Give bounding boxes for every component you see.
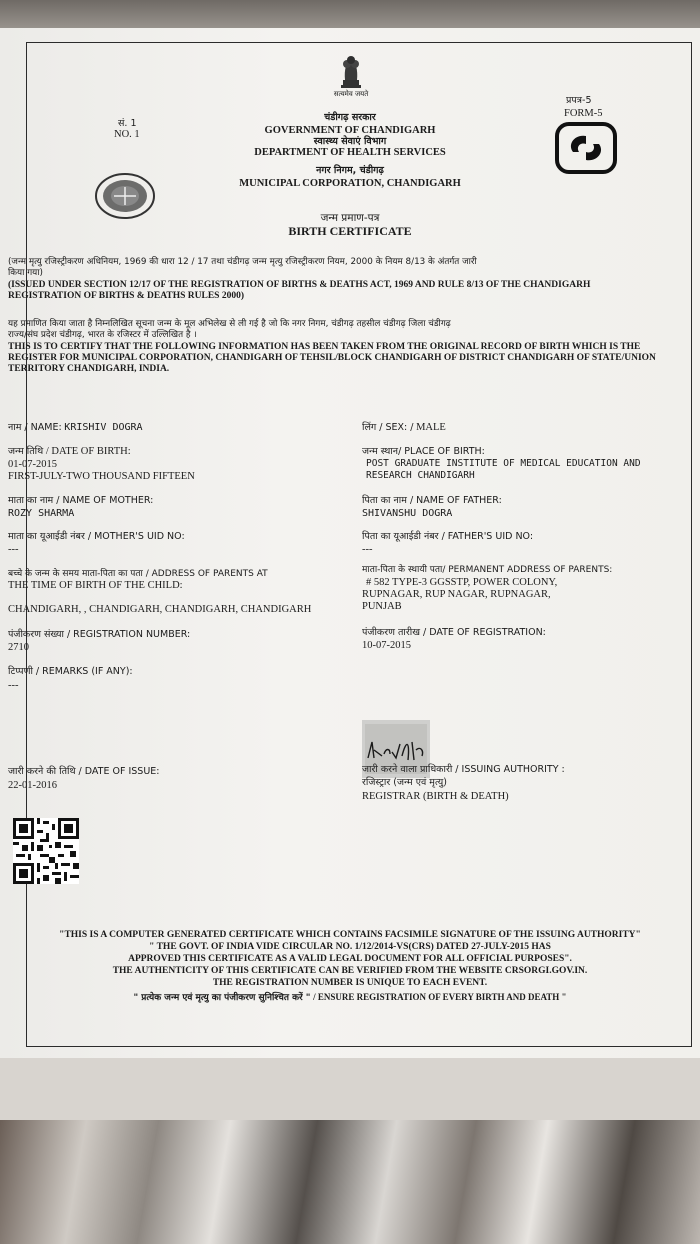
form-number-en: FORM-5 <box>564 108 603 119</box>
registrar-en: REGISTRAR (BIRTH & DEATH) <box>362 791 509 802</box>
dob-label <box>8 446 131 458</box>
footer-line-2: " THE GOVT. OF INDIA VIDE CIRCULAR NO. 1/12/2014-VS(CRS) DATED 27-JULY-2015 HAS <box>149 942 551 952</box>
crs-logo-icon <box>555 122 617 174</box>
dob-words: FIRST-JULY-TWO THOUSAND FIFTEEN <box>8 471 195 482</box>
slogan-en: / ENSURE REGISTRATION OF EVERY BIRTH AND DEATH " <box>313 992 567 1002</box>
title-hi: जन्म प्रमाण-पत्र <box>320 212 380 224</box>
slogan-hi: " प्रत्येक जन्म एवं मृत्यु का पंजीकरण सुनिश्चित करें " <box>133 993 311 1003</box>
footer-slogan <box>30 991 670 1004</box>
left-number-en: NO. 1 <box>114 129 140 140</box>
father-value: SHIVANSHU DOGRA <box>362 508 453 519</box>
issue-date-value: 22-01-2016 <box>8 780 57 791</box>
perm-addr-1: # 582 TYPE-3 GGSSTP, POWER COLONY, <box>366 577 558 588</box>
issued-under-en-1: (ISSUED UNDER SECTION 12/17 OF THE REGISTRATION OF BIRTHS & DEATHS ACT, 1969 AND RULE 8/13 OF THE CHANDIGARH <box>8 280 591 290</box>
sex-row <box>362 422 446 434</box>
reg-no-value: 2710 <box>8 642 29 653</box>
mother-uid-value: --- <box>8 544 19 555</box>
certify-en-3: TERRITORY CHANDIGARH, INDIA. <box>8 364 170 374</box>
dept-hi: स्वास्थ्य सेवाएं विभाग <box>313 136 387 147</box>
municipal-seal-icon <box>94 172 156 220</box>
remarks-label: टिप्पणी / REMARKS (IF ANY): <box>8 666 133 677</box>
issued-under-en-2: REGISTRATION OF BIRTHS & DEATHS RULES 2000) <box>8 291 244 301</box>
certify-en-1: THIS IS TO CERTIFY THAT THE FOLLOWING INFORMATION HAS BEEN TAKEN FROM THE ORIGINAL RECORD OF BIRTH WHICH IS THE <box>8 342 641 352</box>
plastic-sleeve <box>0 1120 700 1244</box>
father-uid-label: पिता का यूआईडी नंबर / FATHER'S UID NO: <box>362 531 534 542</box>
qr-code-icon <box>13 818 79 884</box>
father-label: पिता का नाम / NAME OF FATHER: <box>362 495 502 506</box>
perm-addr-2: RUPNAGAR, RUP NAGAR, RUPNAGAR, <box>362 589 551 600</box>
father-uid-value: --- <box>362 544 373 555</box>
reg-date-value: 10-07-2015 <box>362 640 411 651</box>
issued-under-hi-1: (जन्म मृत्यु रजिस्ट्रीकरण अधिनियम, 1969 की धारा 12 / 17 तथा चंडीगढ़ जन्म मृत्यु रजिस्ट्रीकरण नियम, 2000 के नियम 8/13 के अंतर्गत जारी <box>8 257 477 267</box>
footer-line-1: "THIS IS A COMPUTER GENERATED CERTIFICATE WHICH CONTAINS FACSIMILE SIGNATURE OF THE ISSUING AUTHORITY" <box>59 930 641 940</box>
dept-en: DEPARTMENT OF HEALTH SERVICES <box>254 147 446 158</box>
left-number-hi: सं. 1 <box>118 118 137 129</box>
form-number-hi: प्रपत्र-5 <box>566 95 592 106</box>
pob-label: जन्म स्थान/ PLACE OF BIRTH: <box>362 446 485 457</box>
perm-addr-label: माता-पिता के स्थायी पता/ PERMANENT ADDRESS OF PARENTS: <box>362 565 613 575</box>
pob-value-1: POST GRADUATE INSTITUTE OF MEDICAL EDUCATION AND <box>366 458 641 469</box>
addr-birth-label-1: बच्चे के जन्म के समय माता-पिता का पता / ADDRESS OF PARENTS AT <box>8 569 268 579</box>
certificate-paper <box>0 28 700 1058</box>
registrar-hi: रजिस्ट्रार (जन्म एवं मृत्यु) <box>362 777 447 788</box>
sex-label: लिंग / SEX: / <box>362 422 414 433</box>
reg-no-label: पंजीकरण संख्या / REGISTRATION NUMBER: <box>8 629 191 640</box>
mother-uid-label: माता का यूआईडी नंबर / MOTHER'S UID NO: <box>8 531 185 542</box>
title-en: BIRTH CERTIFICATE <box>288 224 412 238</box>
name-row <box>8 422 143 434</box>
remarks-value: --- <box>8 680 19 691</box>
footer-line-4: THE AUTHENTICITY OF THIS CERTIFICATE CAN BE VERIFIED FROM THE WEBSITE CRSORGI.GOV.IN. <box>112 966 588 976</box>
dob-value: 01-07-2015 <box>8 459 57 470</box>
issued-under-hi-2: किया गया) <box>8 268 43 278</box>
name-label: नाम / NAME: <box>8 422 62 433</box>
dob-label-en: / DATE OF BIRTH: <box>45 446 131 457</box>
footer-line-3: APPROVED THIS CERTIFICATE AS A VALID LEGAL DOCUMENT FOR ALL OFFICIAL PURPOSES". <box>128 954 572 964</box>
perm-addr-3: PUNJAB <box>362 601 402 612</box>
certify-en-2: REGISTER FOR MUNICIPAL CORPORATION, CHANDIGARH OF TEHSIL/BLOCK CHANDIGARH OF DISTRICT CHANDIGARH OF STATE/UNION <box>8 353 656 363</box>
name-value: KRISHIV DOGRA <box>64 422 143 433</box>
certify-hi-1: यह प्रमाणित किया जाता है निम्नलिखित सूचना जन्म के मूल अभिलेख से ली गई है जो कि नगर निगम, चंडीगढ़ तहसील चंडीगढ़ जिला चंडीगढ़ <box>8 319 451 329</box>
certify-hi-2: राज्य/संघ प्रदेश चंडीगढ़, भारत के रजिस्टर में उल्लिखित है । <box>8 330 197 340</box>
gov-hi: चंडीगढ़ सरकार <box>324 112 376 123</box>
dob-label-hi: जन्म तिथि <box>8 446 44 457</box>
sex-value: MALE <box>416 422 446 433</box>
authority-label: जारी करने वाला प्राधिकारी / ISSUING AUTHORITY : <box>362 764 565 775</box>
mother-label: माता का नाम / NAME OF MOTHER: <box>8 495 154 506</box>
addr-birth-value: CHANDIGARH, , CHANDIGARH, CHANDIGARH, CHANDIGARH <box>8 604 312 615</box>
reg-date-label: पंजीकरण तारीख / DATE OF REGISTRATION: <box>362 627 546 638</box>
footer-line-5: THE REGISTRATION NUMBER IS UNIQUE TO EACH EVENT. <box>212 978 488 988</box>
muni-hi: नगर निगम, चंडीगढ़ <box>316 165 384 176</box>
mother-value: ROZY SHARMA <box>8 508 75 519</box>
gov-en: GOVERNMENT OF CHANDIGARH <box>264 125 436 136</box>
issue-date-label: जारी करने की तिथि / DATE OF ISSUE: <box>8 766 160 777</box>
pob-value-2: RESEARCH CHANDIGARH <box>366 470 475 481</box>
background-top <box>0 0 700 30</box>
emblem-caption: सत्यमेव जयते <box>333 90 369 98</box>
addr-birth-label-2: THE TIME OF BIRTH OF THE CHILD: <box>8 580 183 591</box>
muni-en: MUNICIPAL CORPORATION, CHANDIGARH <box>239 178 461 189</box>
